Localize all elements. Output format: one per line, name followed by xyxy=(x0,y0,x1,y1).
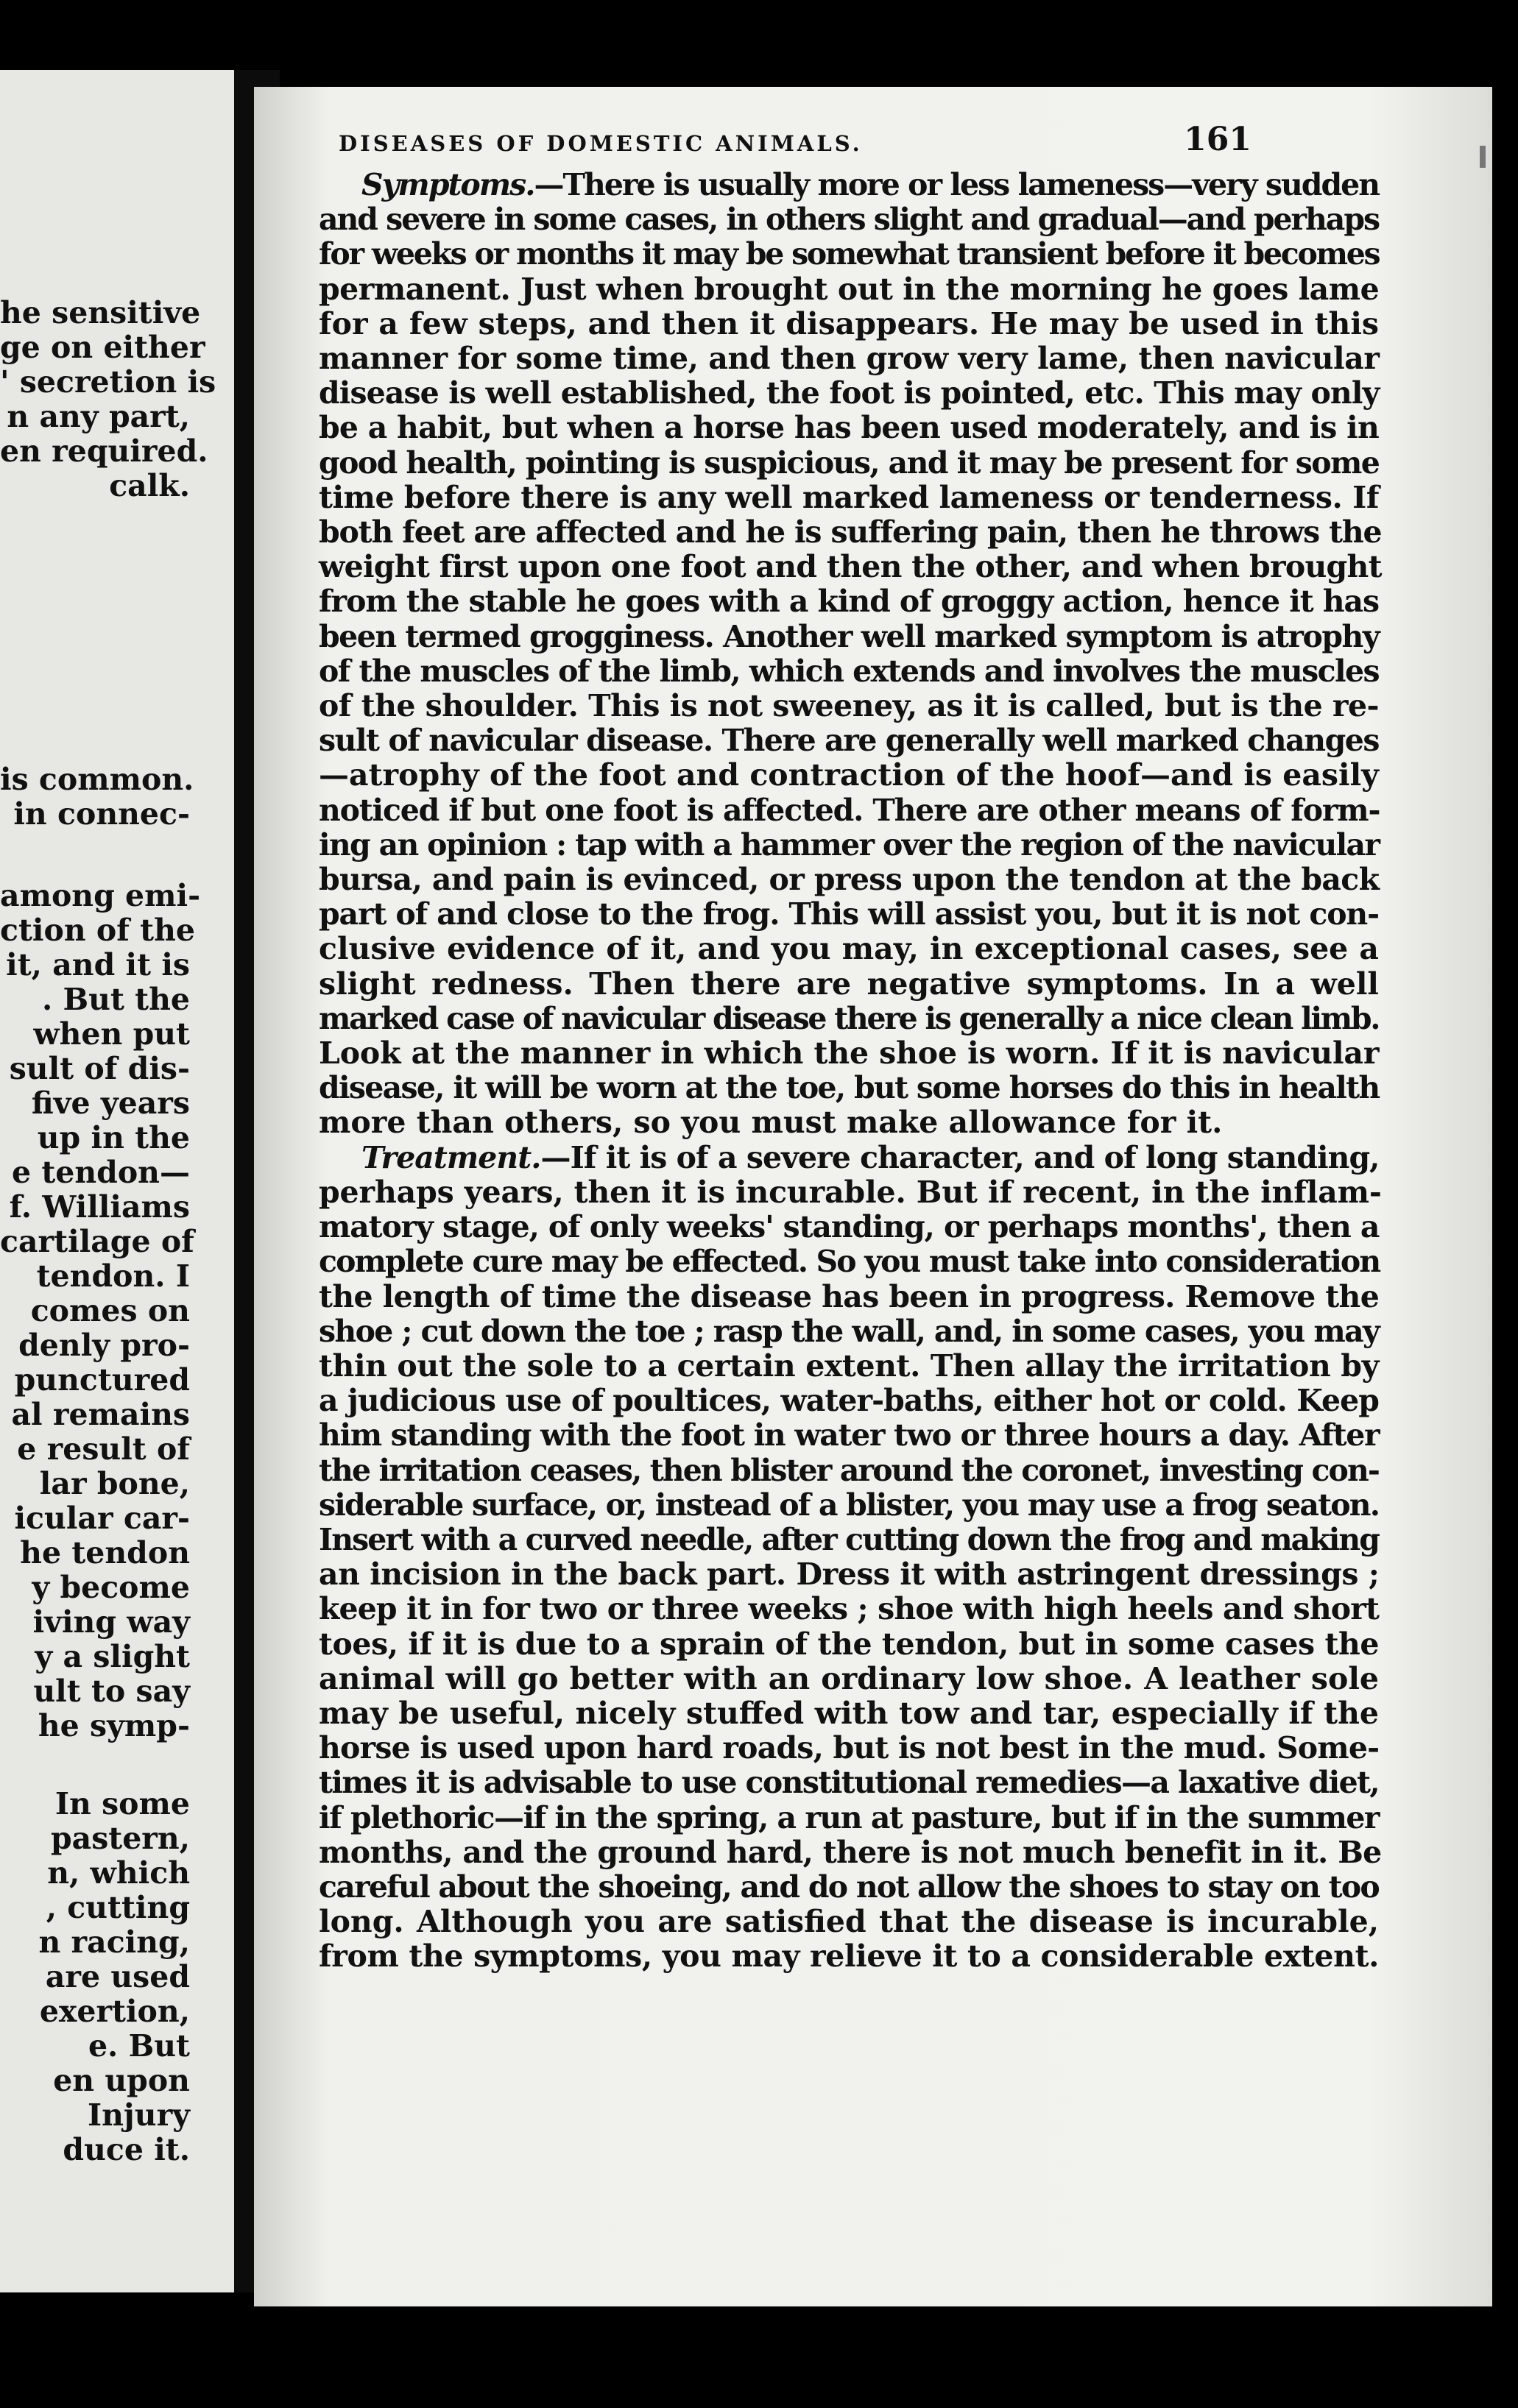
running-head: DISEASES OF DOMESTIC ANIMALS. xyxy=(339,131,863,156)
text-line xyxy=(319,723,1379,758)
left-page-line: exertion, xyxy=(39,1994,190,2029)
left-page-line: are used xyxy=(45,1959,190,1994)
line-text: from the symptoms, you may relieve it to a considerable extent. xyxy=(319,1938,1380,1975)
line-text: the length of time the disease has been in progress. Remove the xyxy=(319,1278,1380,1314)
line-text: good health, pointing is suspicious, and it may be present for some xyxy=(319,445,1380,481)
text-line xyxy=(319,793,1379,828)
line-text: from the stable he goes with a kind of groggy action, hence it has xyxy=(319,584,1379,620)
text-line xyxy=(319,1488,1379,1523)
text-line xyxy=(319,1210,1379,1244)
text-line xyxy=(319,1939,1379,1974)
line-text: horse is used upon hard roads, but is not best in the mud. Some- xyxy=(319,1730,1380,1766)
left-page-line: comes on xyxy=(30,1293,190,1328)
line-text: complete cure may be effected. So you must take into consideration xyxy=(319,1244,1380,1280)
line-text: Look at the manner in which the shoe is worn. If it is navicular xyxy=(319,1035,1380,1072)
text-line xyxy=(319,202,1379,237)
line-text: —atrophy of the foot and contraction of the hoof—and is easily xyxy=(319,757,1379,793)
text-line xyxy=(319,514,1382,550)
left-page-line: n any part, xyxy=(7,399,190,434)
text-line xyxy=(319,307,1379,341)
text-line xyxy=(319,446,1379,481)
left-page-line: lar bone, xyxy=(39,1466,190,1501)
text-line xyxy=(319,549,1382,585)
left-page-line: ction of the xyxy=(0,913,195,948)
line-text: weight first upon one foot and then the other, and when brought xyxy=(319,549,1382,585)
line-text: animal will go better with an ordinary low shoe. A leather sole xyxy=(319,1660,1379,1696)
page-header xyxy=(339,121,1252,158)
line-text: of the muscles of the limb, which extends and involves the muscles xyxy=(319,653,1379,689)
body-text xyxy=(319,167,1382,1975)
text-line xyxy=(319,481,1379,515)
line-text: and severe in some cases, in others slight and gradual—and perhaps xyxy=(319,202,1379,238)
line-text: —There is usually more or less lameness—very sudden xyxy=(534,167,1379,202)
text-line xyxy=(319,1557,1379,1592)
text-line xyxy=(319,1036,1379,1071)
left-page-line: he sensitive xyxy=(0,295,201,330)
left-page-line: in connec- xyxy=(13,796,190,832)
line-text: siderable surface, or, instead of a blister, you may use a frog seaton. xyxy=(319,1487,1380,1523)
left-page-line: punctured xyxy=(14,1362,190,1398)
line-text: the irritation ceases, then blister around the coronet, investing con- xyxy=(319,1452,1379,1488)
text-line xyxy=(319,1384,1379,1418)
text-line xyxy=(319,1453,1379,1488)
text-line xyxy=(319,376,1379,411)
text-line xyxy=(319,272,1379,307)
line-text: keep it in for two or three weeks ; shoe with high heels and short xyxy=(319,1591,1379,1627)
left-page-line: e tendon— xyxy=(11,1155,190,1190)
text-line xyxy=(319,863,1379,897)
line-text: matory stage, of only weeks' standing, or perhaps months', then a xyxy=(319,1209,1380,1245)
text-line xyxy=(319,237,1379,272)
text-line xyxy=(319,168,1379,202)
text-line xyxy=(319,1592,1379,1626)
text-line xyxy=(319,1834,1382,1870)
left-page-line: , cutting xyxy=(46,1890,190,1925)
left-page-line: f. Williams xyxy=(9,1189,190,1225)
text-line xyxy=(319,1314,1379,1349)
text-line xyxy=(319,828,1379,863)
line-text: permanent. Just when brought out in the morning he goes lame xyxy=(319,271,1380,307)
text-line xyxy=(319,341,1379,376)
line-text: Insert with a curved needle, after cutting down the frog and making xyxy=(319,1521,1379,1557)
left-page-line: sult of dis- xyxy=(9,1051,190,1086)
line-text: of the shoulder. This is not sweeney, as it is called, but is the re- xyxy=(319,688,1379,724)
text-line xyxy=(319,654,1379,689)
left-page-fragment xyxy=(0,70,239,2292)
left-page-line: five years xyxy=(31,1086,190,1121)
left-page-line: he tendon xyxy=(20,1535,190,1570)
left-page-line: y become xyxy=(32,1570,190,1605)
line-text: shoe ; cut down the toe ; rasp the wall, and, in some cases, you may xyxy=(319,1313,1380,1349)
line-text: bursa, and pain is evinced, or press upon the tendon at the back xyxy=(319,862,1380,898)
left-page-line: en upon xyxy=(53,2063,190,2098)
left-page-line: it, and it is xyxy=(6,947,190,982)
left-page-line: duce it. xyxy=(63,2132,190,2167)
left-page-line: In some xyxy=(54,1786,190,1821)
left-page-line: n, which xyxy=(47,1855,190,1891)
left-page-line: among emi- xyxy=(0,878,201,913)
text-line xyxy=(319,967,1379,1002)
text-line xyxy=(319,1280,1379,1314)
line-text: him standing with the foot in water two or three hours a day. After xyxy=(319,1417,1380,1453)
line-text: been termed grogginess. Another well marked symptom is atrophy xyxy=(319,618,1380,654)
text-line xyxy=(319,932,1379,966)
left-page-line: Injury xyxy=(87,2097,190,2133)
text-line xyxy=(319,620,1379,654)
line-text: more than others, so you must make allowance for it. xyxy=(319,1105,1223,1141)
text-line xyxy=(319,1662,1379,1696)
left-page-line: he symp- xyxy=(38,1708,190,1743)
paragraph xyxy=(319,1139,1382,1975)
line-text: long. Although you are satisfied that the disease is incurable, xyxy=(319,1904,1379,1940)
line-text: noticed if but one foot is affected. There are other means of form- xyxy=(319,792,1380,828)
left-page-text-fragment xyxy=(0,295,216,503)
line-text: clusive evidence of it, and you may, in exceptional cases, see a xyxy=(319,931,1379,967)
line-text: careful about the shoeing, and do not allow the shoes to stay on too xyxy=(319,1869,1379,1905)
line-text: slight redness. Then there are negative symptoms. In a well xyxy=(319,966,1379,1002)
left-page-text-fragment xyxy=(0,762,194,832)
text-line xyxy=(319,758,1379,793)
line-text: months, and the ground hard, there is not much benefit in it. Be xyxy=(319,1834,1382,1870)
line-text: both feet are affected and he is suffering pain, then he throws the xyxy=(319,514,1382,550)
line-text: for a few steps, and then it disappears. He may be used in this xyxy=(319,305,1379,341)
line-text: be a habit, but when a horse has been used moderately, and is in xyxy=(319,410,1379,446)
line-text: manner for some time, and then grow very lame, then navicular xyxy=(319,341,1380,377)
left-page-line: pastern, xyxy=(50,1821,190,1856)
text-line xyxy=(319,584,1379,619)
page-edge-mark xyxy=(1480,146,1486,168)
text-line xyxy=(319,1523,1379,1557)
text-line xyxy=(319,1244,1379,1279)
line-text: ing an opinion : tap with a hammer over the region of the navicular xyxy=(319,826,1380,863)
line-text: thin out the sole to a certain extent. Then allay the irritation by xyxy=(319,1348,1379,1384)
text-line xyxy=(319,1766,1379,1800)
left-page-line: when put xyxy=(33,1016,190,1052)
line-text: marked case of navicular disease there is generally a nice clean limb. xyxy=(319,1000,1380,1036)
line-text: —If it is of a severe character, and of long standing, xyxy=(540,1139,1380,1175)
text-line xyxy=(319,1696,1379,1731)
left-page-line: calk. xyxy=(109,468,190,503)
left-page-line: . But the xyxy=(41,982,190,1017)
line-text: toes, if it is due to a sprain of the tendon, but in some cases the xyxy=(319,1626,1379,1662)
page-number: 161 xyxy=(1184,121,1252,158)
line-text: disease, it will be worn at the toe, but some horses do this in health xyxy=(319,1070,1380,1106)
text-line xyxy=(319,1801,1379,1835)
left-page-line: ge on either xyxy=(0,330,205,365)
text-line xyxy=(319,1627,1379,1662)
line-text: time before there is any well marked lameness or tenderness. If xyxy=(319,479,1379,515)
text-line xyxy=(319,1418,1379,1453)
left-page-line: icular car- xyxy=(14,1501,190,1536)
text-line xyxy=(319,1105,1379,1140)
left-page-line: denly pro- xyxy=(18,1328,190,1363)
text-line xyxy=(319,897,1379,932)
line-text: if plethoric—if in the spring, a run at pasture, but if in the summer xyxy=(319,1799,1379,1835)
paragraph-heading: Symptoms. xyxy=(361,167,534,202)
left-page-line: al remains xyxy=(11,1397,190,1432)
line-text: may be useful, nicely stuffed with tow and tar, especially if the xyxy=(319,1695,1379,1731)
left-page-line: e result of xyxy=(17,1431,190,1467)
left-page-text-fragment xyxy=(0,1787,190,2167)
left-page-line: y a slight xyxy=(35,1639,190,1674)
text-line xyxy=(319,1174,1382,1210)
line-text: sult of navicular disease. There are generally well marked changes xyxy=(319,723,1379,759)
left-page-line: ult to say xyxy=(33,1674,190,1709)
left-page-line: tendon. I xyxy=(36,1258,190,1294)
line-text: disease is well established, the foot is pointed, etc. This may only xyxy=(319,375,1380,411)
line-text: times it is advisable to use constitutional remedies—a laxative diet, xyxy=(319,1765,1380,1801)
left-page-line: ' secretion is xyxy=(0,364,216,400)
text-line xyxy=(319,1349,1379,1384)
text-line xyxy=(319,1731,1379,1766)
paragraph xyxy=(319,167,1382,1141)
line-text: perhaps years, then it is incurable. But if recent, in the inflam- xyxy=(319,1174,1382,1210)
text-line xyxy=(319,1071,1379,1105)
line-text: an incision in the back part. Dress it with astringent dressings ; xyxy=(319,1557,1380,1593)
text-line xyxy=(319,411,1379,445)
text-line xyxy=(319,1870,1379,1905)
line-text: part of and close to the frog. This will assist you, but it is not con- xyxy=(319,896,1380,932)
text-line xyxy=(319,1141,1379,1175)
paragraph-heading: Treatment. xyxy=(361,1139,541,1175)
left-page-line: up in the xyxy=(37,1120,190,1155)
left-page-line: is common. xyxy=(0,762,194,797)
left-page-line: en required. xyxy=(0,433,208,469)
text-line xyxy=(319,1905,1379,1939)
left-page-line: iving way xyxy=(32,1604,190,1640)
line-text: a judicious use of poultices, water-baths, either hot or cold. Keep xyxy=(319,1383,1379,1419)
left-page-line: n racing, xyxy=(38,1924,190,1960)
text-line xyxy=(319,1002,1379,1036)
left-page-text-fragment xyxy=(0,878,201,1743)
line-text: for weeks or months it may be somewhat transient before it becomes xyxy=(319,236,1380,272)
left-page-line: cartilage of xyxy=(0,1224,194,1259)
text-line xyxy=(319,689,1379,723)
left-page-line: e. But xyxy=(88,2028,190,2064)
